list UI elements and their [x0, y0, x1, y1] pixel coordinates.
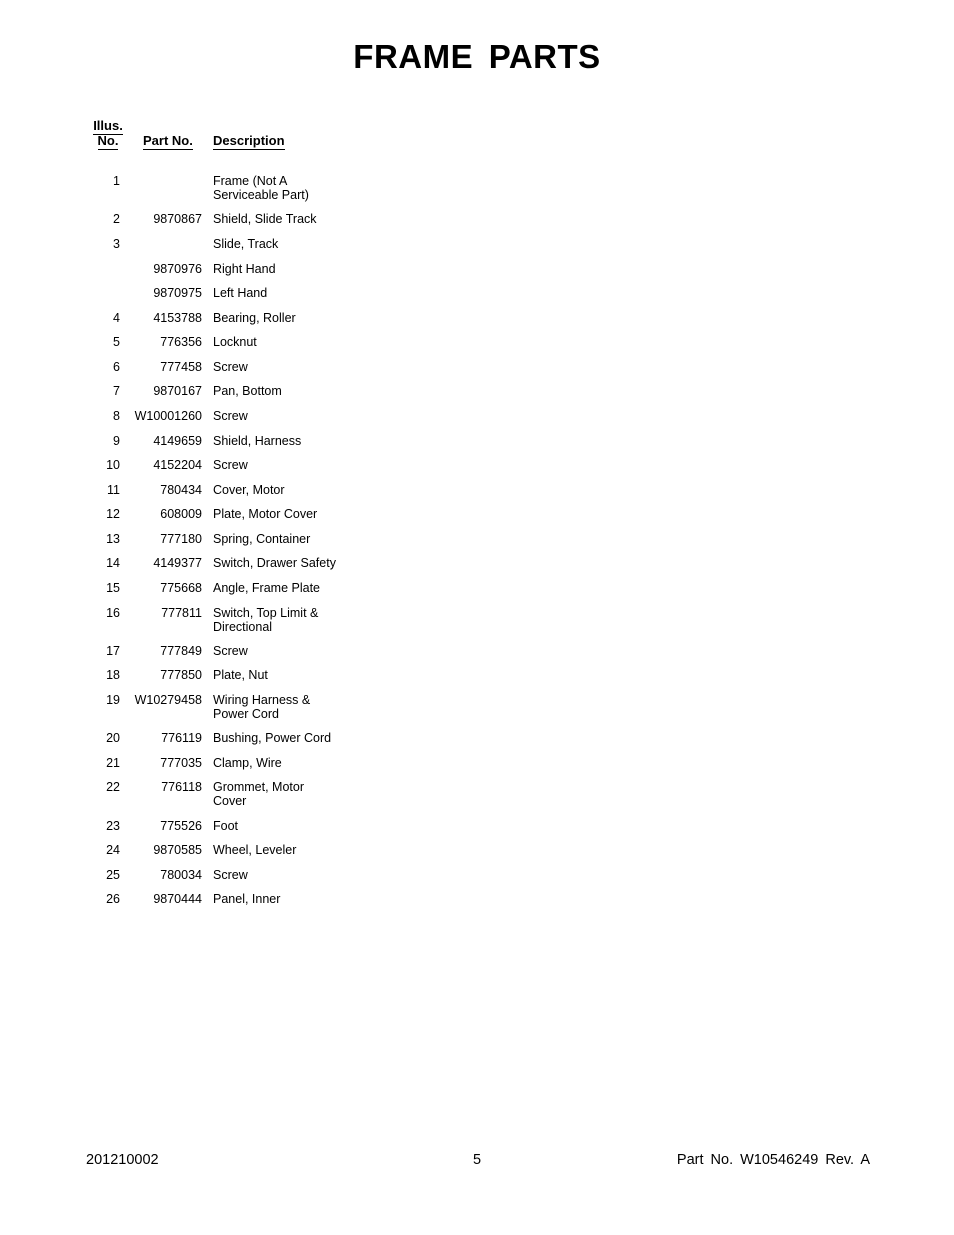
- header-illus-line2: No.: [97, 133, 119, 148]
- description: [213, 532, 343, 546]
- part-number: W10001260: [134, 409, 202, 423]
- description-line: Serviceable Part): [213, 188, 309, 202]
- description-line: Left Hand: [213, 286, 268, 300]
- description-line: Plate, Nut: [213, 668, 268, 682]
- description-line: Screw: [213, 458, 248, 472]
- description-line: Clamp, Wire: [213, 756, 282, 770]
- part-number: 9870444: [153, 892, 202, 906]
- illus-number: 4: [113, 311, 120, 325]
- description-line: Directional: [213, 620, 273, 634]
- part-number: 776118: [161, 780, 202, 794]
- header-description: [213, 133, 285, 148]
- header-illus-line1: Illus.: [93, 118, 123, 133]
- illus-number: 26: [106, 892, 120, 906]
- description: [213, 384, 343, 398]
- illus-number: 16: [106, 606, 120, 620]
- description-line: Plate, Motor Cover: [213, 507, 318, 521]
- part-number: 4152204: [153, 458, 202, 472]
- description-line: Shield, Slide Track: [213, 212, 317, 226]
- part-number: 780034: [160, 868, 202, 882]
- description-line: Grommet, Motor: [213, 780, 304, 794]
- illus-number: 20: [106, 731, 120, 745]
- part-number: 9870976: [153, 262, 202, 276]
- illus-number: 3: [113, 237, 120, 251]
- description-line: Pan, Bottom: [213, 384, 282, 398]
- illus-number: 25: [106, 868, 120, 882]
- description: [213, 819, 343, 833]
- part-number: W10279458: [134, 693, 202, 707]
- description-line: Switch, Drawer Safety: [213, 556, 336, 570]
- illus-number: 21: [106, 756, 120, 770]
- description: [213, 606, 343, 634]
- description-line: Screw: [213, 644, 248, 658]
- illus-number: 14: [106, 556, 120, 570]
- description: [213, 360, 343, 374]
- illus-number: 8: [113, 409, 120, 423]
- description: [213, 409, 343, 423]
- description: [213, 581, 343, 595]
- part-number: 9870867: [153, 212, 202, 226]
- description-line: Power Cord: [213, 707, 279, 721]
- part-number: 777458: [160, 360, 202, 374]
- description-line: Frame (Not A: [213, 174, 288, 188]
- description: [213, 483, 343, 497]
- part-number: 9870585: [153, 843, 202, 857]
- description-line: Angle, Frame Plate: [213, 581, 320, 595]
- description-line: Screw: [213, 409, 248, 423]
- illus-number: 9: [113, 434, 120, 448]
- description: [213, 174, 343, 202]
- part-number: 777850: [160, 668, 202, 682]
- illus-number: 18: [106, 668, 120, 682]
- description-line: Screw: [213, 360, 248, 374]
- footer-page-number: 5: [472, 1152, 482, 1168]
- description-line: Bushing, Power Cord: [213, 731, 332, 745]
- part-number: 777180: [160, 532, 202, 546]
- part-number: 4149659: [153, 434, 202, 448]
- description-line: Bearing, Roller: [213, 311, 296, 325]
- description: [213, 644, 343, 658]
- description: [213, 286, 343, 300]
- description: [213, 237, 343, 251]
- illus-number: 1: [113, 174, 120, 188]
- illus-number: 19: [106, 693, 120, 707]
- part-number: 776356: [160, 335, 202, 349]
- description: [213, 731, 343, 745]
- part-number: 775526: [160, 819, 202, 833]
- illus-number: 24: [106, 843, 120, 857]
- illus-number: 12: [106, 507, 120, 521]
- part-number: 777849: [160, 644, 202, 658]
- illus-number: 17: [106, 644, 120, 658]
- part-number: 776119: [161, 731, 202, 745]
- description: [213, 756, 343, 770]
- description: [213, 693, 343, 721]
- description-line: Cover: [213, 794, 247, 808]
- description-line: Wiring Harness &: [213, 693, 311, 707]
- header-illus-no: [86, 118, 130, 148]
- footer-code: 201210002: [86, 1152, 159, 1168]
- part-number: 4153788: [153, 311, 202, 325]
- illus-number: 5: [113, 335, 120, 349]
- description-line: Wheel, Leveler: [213, 843, 297, 857]
- illus-number: 15: [106, 581, 120, 595]
- description: [213, 311, 343, 325]
- part-number: 777035: [160, 756, 202, 770]
- illus-number: 23: [106, 819, 120, 833]
- header-description-label: Description: [213, 133, 285, 148]
- part-number: 608009: [160, 507, 202, 521]
- footer-part-number: Part No. W10546249 Rev. A: [676, 1152, 870, 1168]
- description: [213, 780, 343, 808]
- illus-number: 2: [113, 212, 120, 226]
- description: [213, 892, 343, 906]
- part-number: 9870167: [153, 384, 202, 398]
- description: [213, 556, 343, 570]
- part-number: 780434: [160, 483, 202, 497]
- description-line: Foot: [213, 819, 239, 833]
- description: [213, 843, 343, 857]
- illus-number: 13: [106, 532, 120, 546]
- illus-number: 6: [113, 360, 120, 374]
- description: [213, 507, 343, 521]
- description-line: Panel, Inner: [213, 892, 281, 906]
- description: [213, 458, 343, 472]
- illus-number: 11: [107, 483, 120, 497]
- illus-number: 10: [106, 458, 120, 472]
- part-number: 9870975: [153, 286, 202, 300]
- description-line: Switch, Top Limit &: [213, 606, 319, 620]
- header-part-no: [143, 133, 193, 148]
- part-number: 4149377: [153, 556, 202, 570]
- part-number: 777811: [161, 606, 202, 620]
- description: [213, 212, 343, 226]
- illus-number: 22: [106, 780, 120, 794]
- description-line: Locknut: [213, 335, 257, 349]
- description-line: Screw: [213, 868, 248, 882]
- description-line: Spring, Container: [213, 532, 311, 546]
- page-title: FRAME PARTS: [353, 38, 601, 75]
- illus-number: 7: [113, 384, 120, 398]
- header-part-no-label: Part No.: [143, 133, 193, 148]
- description: [213, 434, 343, 448]
- description-line: Slide, Track: [213, 237, 279, 251]
- description: [213, 668, 343, 682]
- description: [213, 335, 343, 349]
- description-line: Right Hand: [213, 262, 276, 276]
- description-line: Cover, Motor: [213, 483, 285, 497]
- description: [213, 262, 343, 276]
- description: [213, 868, 343, 882]
- description-line: Shield, Harness: [213, 434, 302, 448]
- part-number: 775668: [160, 581, 202, 595]
